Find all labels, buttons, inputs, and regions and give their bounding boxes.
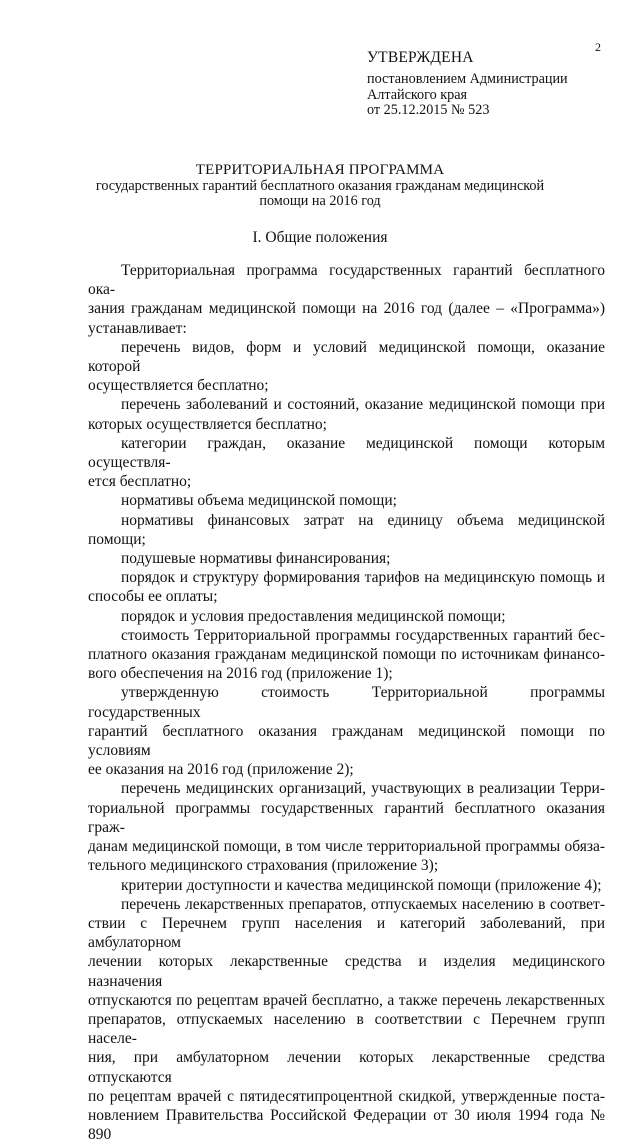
body-line: перечень лекарственных препаратов, отпускаемых населению в соответ- <box>121 895 605 913</box>
approval-line-2: Алтайского края <box>367 86 468 103</box>
body-line: новлением Правительства Российской Федерации от 30 июля 1994 года № 890 <box>88 1106 605 1144</box>
body-line: ния, при амбулаторном лечении которых лекарственные средства отпускаются <box>88 1049 605 1086</box>
body-line: по рецептам врачей с пятидесятипроцентной скидкой, утвержденные поста- <box>88 1087 605 1105</box>
body-line: подушевые нормативы финансирования; <box>121 550 391 568</box>
body-line: Территориальная программа государственных гарантий бесплатного ока- <box>88 262 605 299</box>
page-number: 2 <box>595 40 601 54</box>
body-line: перечень заболеваний и состояний, оказание медицинской помощи при <box>121 396 605 414</box>
document-title-line-2: государственных гарантий бесплатного оказания гражданам медицинской <box>95 177 545 194</box>
body-line: ется бесплатно; <box>88 473 192 491</box>
body-line: способы ее оплаты; <box>88 588 218 606</box>
body-line: лечении которых лекарственные средства и изделия медицинского назначения <box>88 953 605 990</box>
body-line: зания гражданам медицинской помощи на 2016 год (далее – «Программа») <box>88 300 605 318</box>
body-line: нормативы объема медицинской помощи; <box>121 492 397 510</box>
body-line: вого обеспечения на 2016 год (приложение 1); <box>88 665 393 683</box>
body-line: гарантий бесплатного оказания гражданам медицинской помощи по условиям <box>88 722 605 760</box>
body-line: осуществляется бесплатно; <box>88 377 269 395</box>
approval-line-3: от 25.12.2015 № 523 <box>367 102 490 118</box>
approval-line-1: постановлением Администрации <box>367 71 568 87</box>
body-line: ториальной программы государственных гарантий бесплатного оказания граж- <box>88 799 605 836</box>
approval-stamp <box>367 48 627 119</box>
body-line: ее оказания на 2016 год (приложение 2); <box>88 761 354 779</box>
body-line: платного оказания гражданам медицинской помощи по источникам финансо- <box>88 646 605 664</box>
section-heading: I. Общие положения <box>252 229 388 246</box>
body-line: данам медицинской помощи, в том числе территориальной программы обяза- <box>88 838 605 856</box>
body-text <box>88 261 605 1144</box>
body-line: устанавливает: <box>88 319 187 337</box>
approval-title: УТВЕРЖДЕНА <box>367 49 474 66</box>
body-line: нормативы финансовых затрат на единицу объема медицинской помощи; <box>88 511 605 548</box>
body-line: отпускаются по рецептам врачей бесплатно, а также перечень лекарственных <box>88 991 605 1009</box>
body-line: перечень медицинских организаций, участвующих в реализации Терри- <box>121 780 605 798</box>
body-line: утвержденную стоимость Территориальной программы государственных <box>88 684 605 721</box>
body-line: критерии доступности и качества медицинской помощи (приложение 4); <box>121 876 602 894</box>
body-line: стоимость Территориальной программы государственных гарантий бес- <box>121 626 605 644</box>
document-title-line-3: помощи на 2016 год <box>259 193 381 209</box>
body-line: перечень видов, форм и условий медицинской помощи, оказание которой <box>88 338 605 376</box>
body-line: которых осуществляется бесплатно; <box>88 415 327 433</box>
body-line: порядок и структуру формирования тарифов на медицинскую помощь и <box>121 569 605 587</box>
document-title <box>60 163 580 210</box>
body-line: ствии с Перечнем групп населения и категорий заболеваний, при амбулаторном <box>88 914 605 952</box>
body-line: категории граждан, оказание медицинской помощи которым осуществля- <box>88 434 605 472</box>
body-line: порядок и условия предоставления медицинской помощи; <box>121 607 506 625</box>
body-line: тельного медицинского страхования (приложение 3); <box>88 857 439 875</box>
document-title-line-1: ТЕРРИТОРИАЛЬНАЯ ПРОГРАММА <box>195 162 445 178</box>
body-line: препаратов, отпускаемых населению в соответствии с Перечнем групп населе- <box>88 1010 605 1048</box>
